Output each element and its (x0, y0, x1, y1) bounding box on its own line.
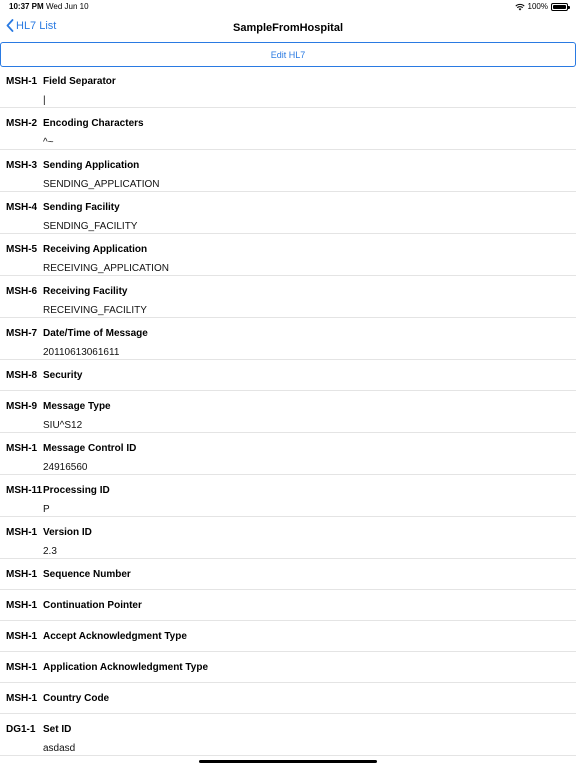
field-name: Sending Application (43, 160, 140, 171)
home-indicator (199, 760, 377, 763)
field-id: MSH-1 (6, 693, 38, 704)
field-id: MSH-8 (6, 370, 38, 381)
field-row[interactable] (0, 433, 576, 475)
field-id: MSH-3 (6, 160, 38, 171)
back-button-label: HL7 List (16, 19, 57, 32)
field-value: ^~ (43, 137, 54, 148)
field-row[interactable] (0, 621, 576, 652)
field-id: MSH-1 (6, 76, 38, 87)
field-row[interactable] (0, 683, 576, 714)
field-value: SENDING_APPLICATION (43, 179, 160, 190)
field-value: RECEIVING_FACILITY (43, 305, 147, 316)
edit-hl7-button[interactable] (0, 42, 576, 67)
field-value: 2.3 (43, 546, 57, 557)
field-id: MSH-1 (6, 569, 38, 580)
field-id: MSH-7 (6, 328, 38, 339)
field-id: MSH-5 (6, 244, 38, 255)
status-date: Wed Jun 10 (46, 2, 89, 11)
battery-fill (553, 5, 566, 9)
field-name: Receiving Facility (43, 286, 128, 297)
field-id: MSH-1 (6, 662, 38, 673)
field-value: 20110613061611 (43, 347, 120, 358)
status-indicators (515, 2, 568, 11)
field-name: Accept Acknowledgment Type (43, 631, 187, 642)
page-title: SampleFromHospital (232, 22, 344, 34)
field-id: MSH-1 (6, 600, 38, 611)
field-row[interactable] (0, 192, 576, 234)
edit-hl7-button-label: Edit HL7 (270, 49, 306, 60)
field-row[interactable] (0, 234, 576, 276)
field-value: SENDING_FACILITY (43, 221, 138, 232)
field-row[interactable] (0, 559, 576, 590)
field-name: Field Separator (43, 76, 116, 87)
battery-percent: 100% (527, 2, 548, 11)
field-name: Message Type (43, 401, 111, 412)
field-name: Message Control ID (43, 443, 137, 454)
field-id: DG1-1 (6, 724, 36, 735)
field-name: Security (43, 370, 83, 381)
field-id: MSH-9 (6, 401, 38, 412)
field-id: MSH-1 (6, 527, 38, 538)
field-name: Encoding Characters (43, 118, 144, 129)
field-id: MSH-1 (6, 631, 38, 642)
field-value: | (43, 95, 46, 106)
field-value: asdasd (43, 743, 76, 754)
field-row[interactable] (0, 318, 576, 360)
field-name: Sending Facility (43, 202, 120, 213)
field-name: Receiving Application (43, 244, 148, 255)
field-name: Country Code (43, 693, 110, 704)
field-id: MSH-6 (6, 286, 38, 297)
field-value: SIU^S12 (43, 420, 83, 431)
field-id: MSH-2 (6, 118, 38, 129)
field-name: Processing ID (43, 485, 110, 496)
field-row[interactable] (0, 590, 576, 621)
battery-icon (551, 3, 568, 11)
field-row[interactable] (0, 66, 576, 108)
field-value: 24916560 (43, 462, 88, 473)
field-row[interactable] (0, 475, 576, 517)
field-id: MSH-11 (6, 485, 43, 496)
field-row[interactable] (0, 391, 576, 433)
field-list (0, 66, 576, 756)
field-value: P (43, 504, 50, 515)
field-name: Version ID (43, 527, 92, 538)
field-row[interactable] (0, 360, 576, 391)
field-row[interactable] (0, 108, 576, 150)
field-name: Application Acknowledgment Type (43, 662, 209, 673)
field-name: Date/Time of Message (43, 328, 148, 339)
field-name: Sequence Number (43, 569, 131, 580)
navigation-bar (0, 14, 576, 42)
field-row[interactable] (0, 714, 576, 756)
field-id: MSH-1 (6, 443, 38, 454)
field-name: Set ID (43, 724, 72, 735)
field-row[interactable] (0, 652, 576, 683)
field-id: MSH-4 (6, 202, 38, 213)
status-time: 10:37 PM (9, 2, 44, 11)
status-bar (0, 0, 576, 14)
field-row[interactable] (0, 517, 576, 559)
field-value: RECEIVING_APPLICATION (43, 263, 169, 274)
wifi-icon (515, 3, 525, 11)
field-row[interactable] (0, 150, 576, 192)
field-row[interactable] (0, 276, 576, 318)
field-name: Continuation Pointer (43, 600, 142, 611)
